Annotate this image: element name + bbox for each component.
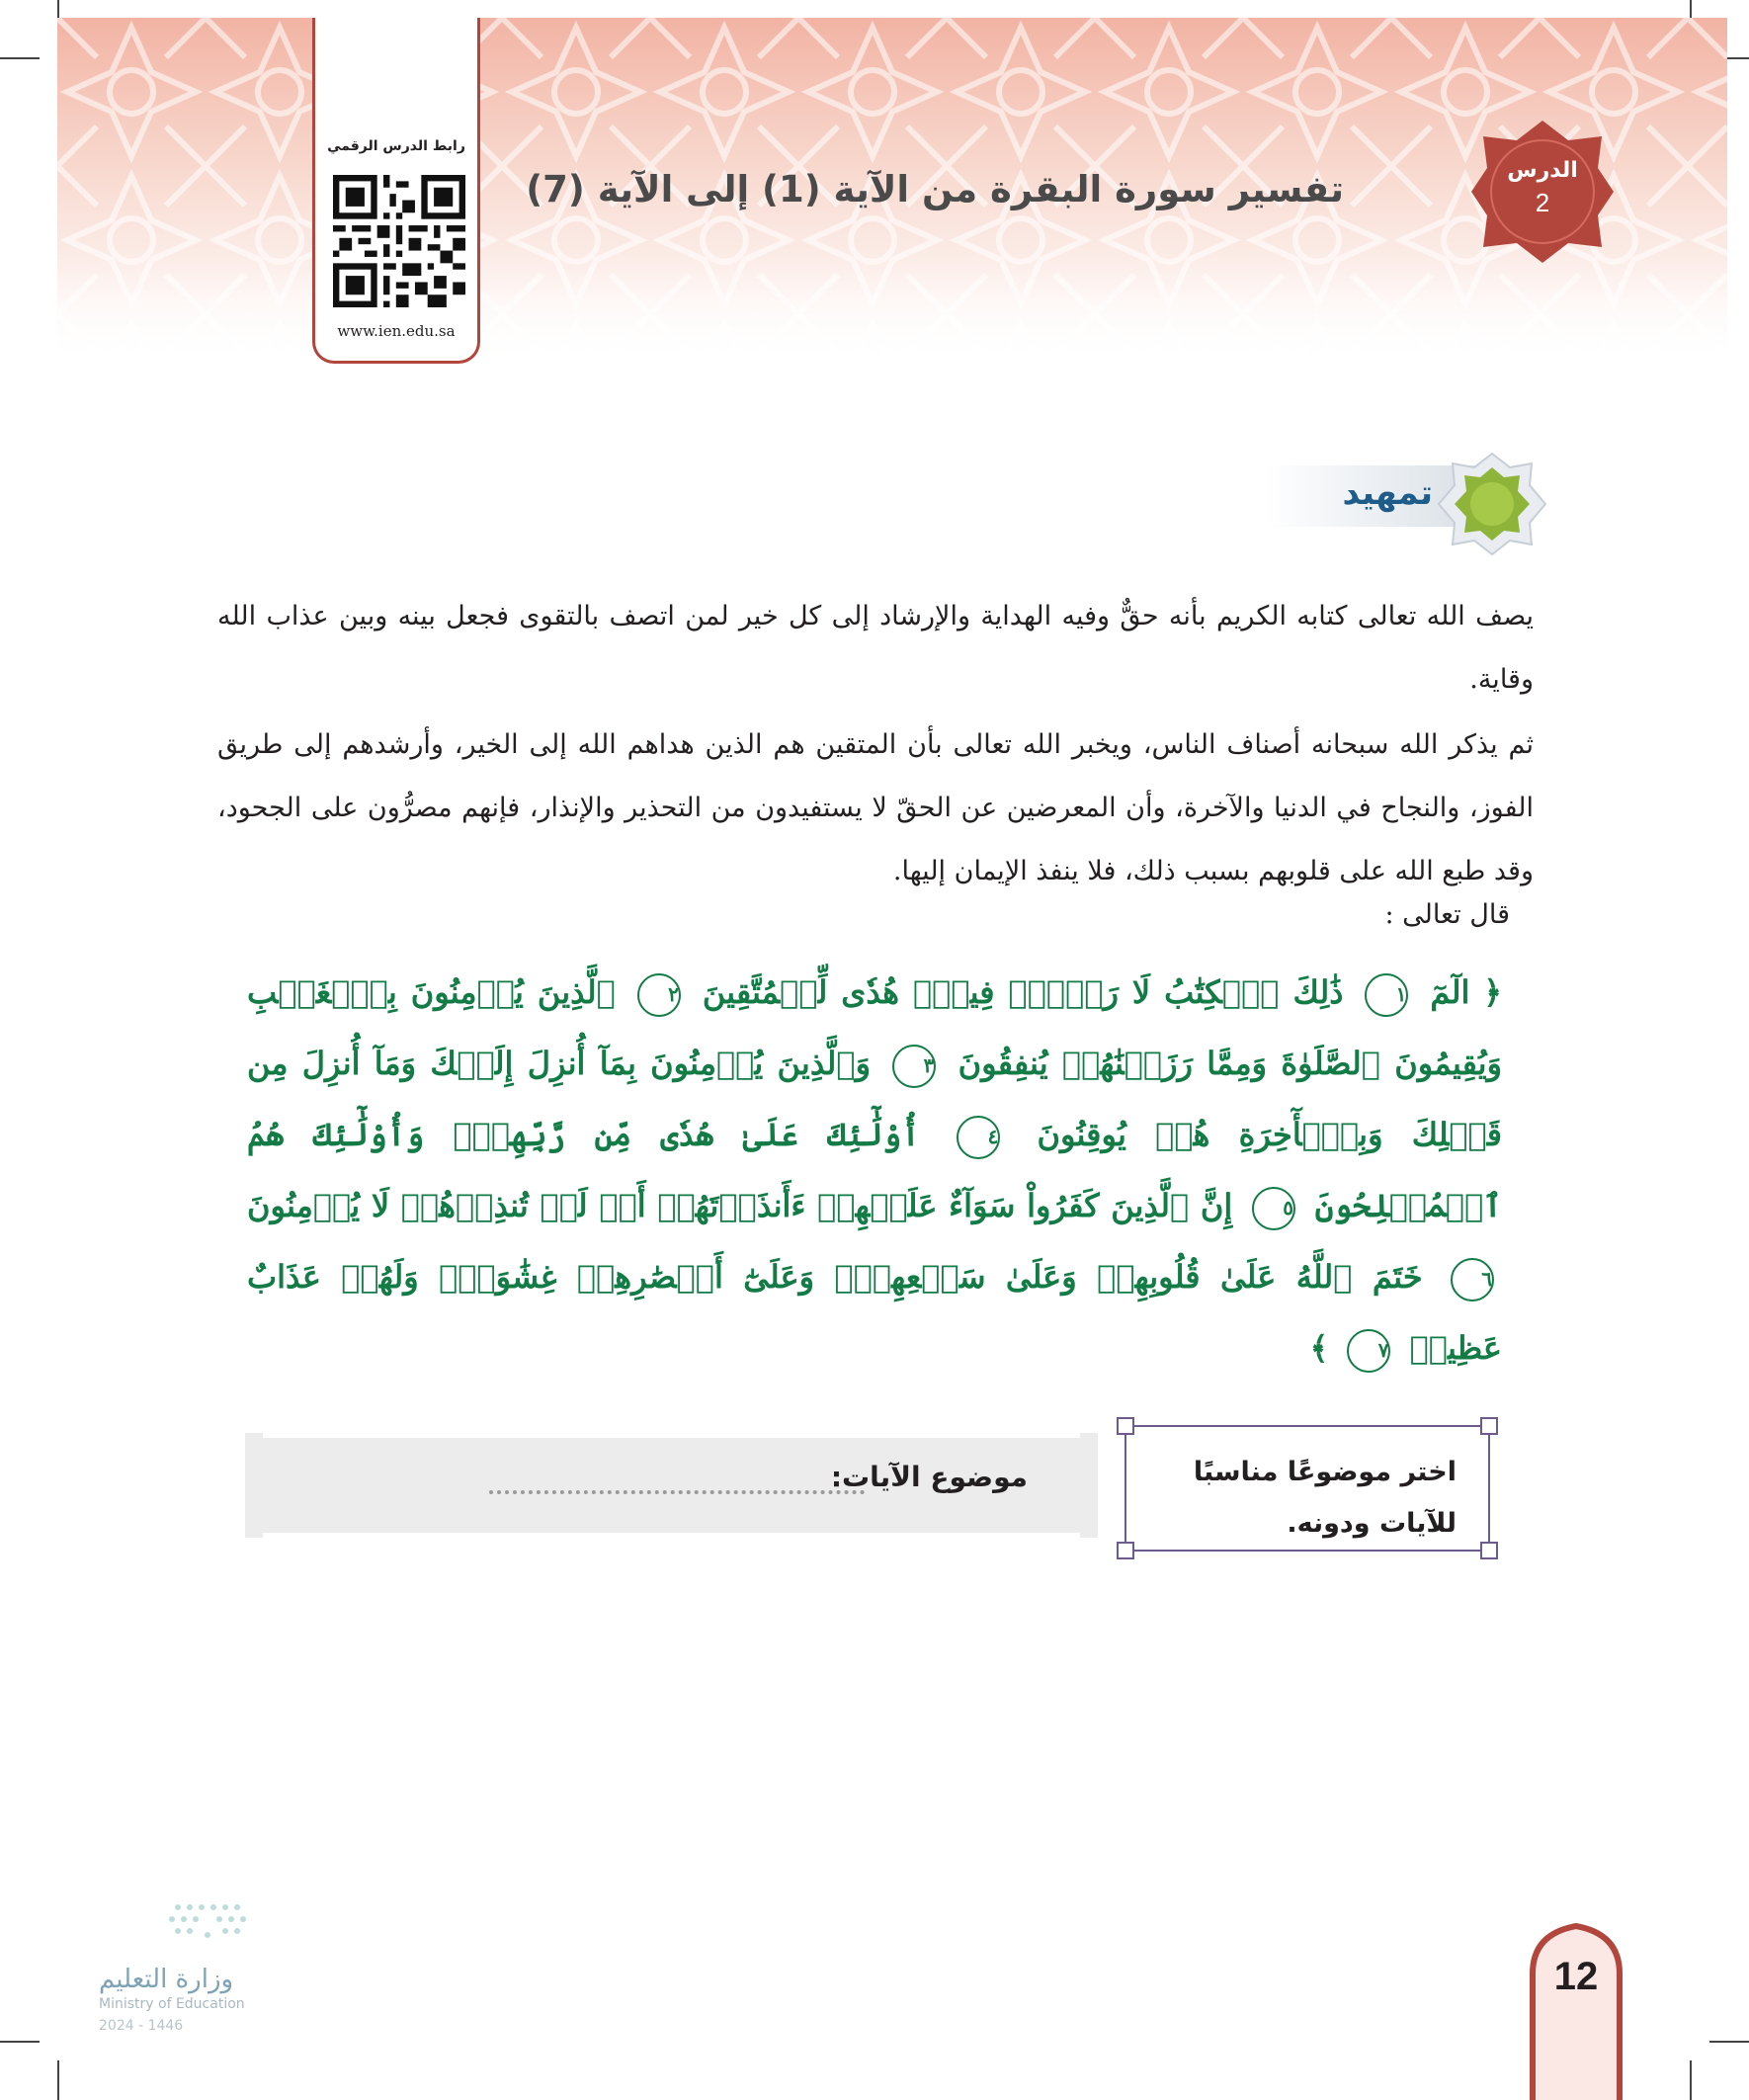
qr-url[interactable]: www.ien.edu.sa xyxy=(337,322,456,340)
crop-mark xyxy=(57,2060,59,2100)
verse-text: خَتَمَ ٱللَّهُ عَلَىٰ قُلُوبِهِمۡ وَعَلَىٰ سَمۡعِهِمۡۖ وَعَلَىٰٓ أَبۡصَٰرِهِمۡ غِشَٰوَةٞۖ وَلَهُمۡ عَذَابٌ عَظِيمٞ xyxy=(247,1258,1502,1367)
crop-mark xyxy=(1690,2060,1692,2100)
intro-title: تمهيد xyxy=(1342,473,1433,513)
crop-mark xyxy=(0,2041,40,2043)
task-box xyxy=(1124,1425,1490,1552)
verse-text: إِنَّ ٱلَّذِينَ كَفَرُواْ سَوَآءٌ عَلَيۡهِمۡ ءَأَنذَرۡتَهُمۡ أَمۡ لَمۡ تُنذِرۡهُمۡ لَا يُؤۡمِنُونَ xyxy=(247,1187,1233,1224)
lesson-badge xyxy=(1469,119,1616,265)
page-title: تفسير سورة البقرة من الآية (1) إلى الآية (7) xyxy=(526,168,1344,210)
task-corner-ornament xyxy=(1117,1542,1134,1559)
verse-number-marker: ٤ xyxy=(957,1116,1000,1159)
verse-number-marker: ١ xyxy=(1365,973,1408,1017)
qr-code-icon[interactable] xyxy=(333,166,465,316)
verse-text: الٓمٓ xyxy=(1430,973,1470,1011)
intro-paragraph-2: ثم يذكر الله سبحانه أصناف الناس، ويخبر الله تعالى بأن المتقين هم الذين هداهم الله إلى الخير، وأرشدهم إلى طريق الفوز، والنجاح في الدنيا والآخرة، وأن المعرضين عن الحقّ لا يستفيدون من التحذير والإنذار، فإنهم مصرُّون على الجحود، وقد طبع الله على قلوبهم بسبب ذلك، فلا ينفذ الإيمان إليها. xyxy=(217,729,1534,886)
ornate-bracket-open: ﴿ xyxy=(1483,973,1503,1011)
task-corner-ornament xyxy=(1480,1542,1498,1559)
topic-answer-field[interactable] xyxy=(489,1461,865,1494)
ornate-bracket-close: ﴾ xyxy=(1309,1329,1329,1367)
intro-paragraph-1: يصف الله تعالى كتابه الكريم بأنه حقٌّ وفيه الهداية والإرشاد إلى كل خير لمن اتصف بالتقوى فجعل بينه وبين عذاب الله وقاية. xyxy=(217,601,1534,695)
task-instruction: اختر موضوعًا مناسبًا للآيات ودونه. xyxy=(1193,1457,1457,1539)
lesson-number: 2 xyxy=(1535,188,1550,217)
verse-number-marker: ٧ xyxy=(1347,1329,1390,1373)
qr-label: رابط الدرس الرقمي xyxy=(327,138,465,154)
intro-heading xyxy=(1265,450,1551,541)
verse-number-marker: ٦ xyxy=(1451,1258,1494,1302)
qr-code-tab[interactable] xyxy=(312,18,480,364)
topic-label: موضوع الآيات: xyxy=(830,1461,1028,1493)
lesson-label: الدرس xyxy=(1507,158,1578,183)
verse-text: ٱلَّذِينَ يُؤۡمِنُونَ بِٱلۡغَيۡبِ وَيُقِيمُونَ ٱلصَّلَوٰةَ وَمِمَّا رَزَقۡنَٰهُمۡ يُنفِقُونَ xyxy=(247,973,1503,1082)
verse-text: وَٱلَّذِينَ يُؤۡمِنُونَ بِمَآ أُنزِلَ إِلَيۡكَ وَمَآ أُنزِلَ مِن قَبۡلِكَ وَبِٱلۡأٓخِرَةِ هُمۡ يُوقِنُونَ xyxy=(247,1045,1503,1153)
quran-verses xyxy=(247,957,1502,1384)
task-corner-ornament xyxy=(1480,1417,1498,1435)
ministry-name-en: Ministry of Education xyxy=(99,1996,245,2012)
verse-number-marker: ٥ xyxy=(1252,1187,1295,1230)
ministry-name-ar: وزارة التعليم xyxy=(99,1965,234,1994)
verse-text: أُوْلَٰٓئِكَ عَلَىٰ هُدٗى مِّن رَّبِّهِمۡۖ وَأُوْلَٰٓئِكَ هُمُ ٱلۡمُفۡلِحُونَ xyxy=(247,1116,1503,1224)
ministry-year: 2024 - 1446 xyxy=(99,2018,184,2034)
page-number-tab xyxy=(1527,1922,1625,2100)
quote-intro: قال تعالى : xyxy=(1384,899,1510,930)
page-number: 12 xyxy=(1553,1955,1599,1998)
task-corner-ornament xyxy=(1117,1417,1134,1435)
octagon-ornament-icon xyxy=(1433,450,1551,558)
verse-number-marker: ٢ xyxy=(637,973,681,1017)
verse-number-marker: ٣ xyxy=(892,1045,936,1088)
crop-mark xyxy=(1709,2041,1749,2043)
verse-text: ذَٰلِكَ ٱلۡكِتَٰبُ لَا رَيۡبَۛ فِيهِۛ هُدٗى لِّلۡمُتَّقِينَ xyxy=(702,973,1344,1011)
crop-mark xyxy=(0,57,40,59)
